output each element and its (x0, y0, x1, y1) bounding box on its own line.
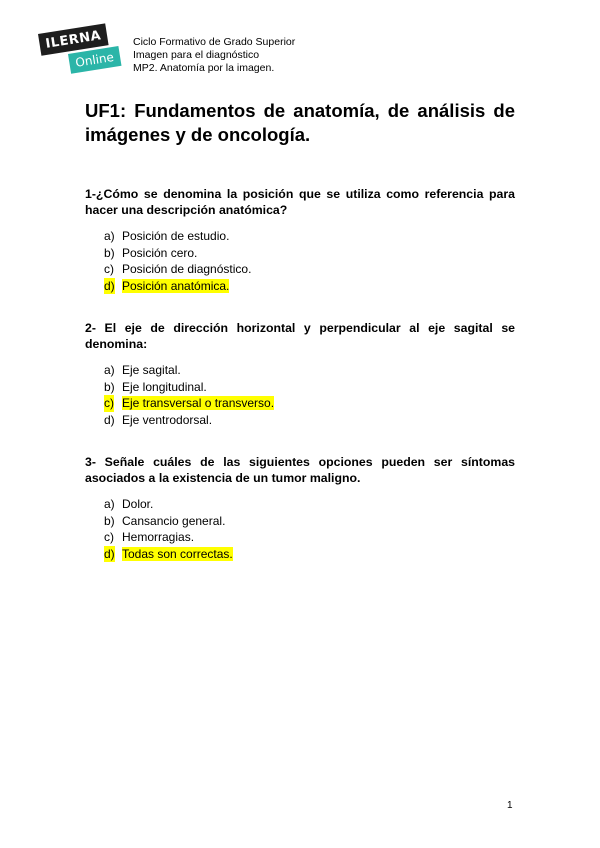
options-list (85, 496, 515, 562)
logo-ilerna-text: ILERNA (38, 23, 109, 55)
options-list (85, 228, 515, 294)
option-b (85, 513, 515, 530)
option-c (85, 529, 515, 546)
question-3 (85, 454, 515, 562)
option-text: Posición anatómica. (122, 278, 230, 293)
page-number: 1 (507, 800, 513, 811)
option-letter: b) (104, 513, 115, 528)
logo-online-text: Online (68, 46, 121, 74)
option-text: Eje transversal o transverso. (122, 396, 275, 410)
option-text: Eje ventrodorsal. (122, 412, 213, 427)
document-header (133, 36, 295, 75)
options-list (85, 362, 515, 428)
question-2 (85, 320, 515, 428)
option-text: Posición de diagnóstico. (122, 262, 252, 276)
option-c (85, 261, 515, 278)
option-letter: c) (104, 396, 114, 410)
option-text: Dolor. (122, 497, 154, 511)
option-text: Posición de estudio. (122, 229, 230, 243)
ilerna-online-logo (38, 28, 128, 78)
option-a (85, 228, 515, 245)
option-a (85, 362, 515, 379)
option-letter: a) (104, 497, 115, 511)
option-letter: d) (104, 412, 115, 427)
option-text: Posición cero. (122, 245, 198, 260)
option-text: Eje sagital. (122, 363, 181, 377)
option-letter: c) (104, 262, 114, 276)
option-letter: b) (104, 245, 115, 260)
option-text: Cansancio general. (122, 513, 226, 528)
option-letter: b) (104, 379, 115, 394)
question-text: 2- El eje de dirección horizontal y perpendicular al eje sagital se denomina: (85, 321, 515, 351)
option-text: Eje longitudinal. (122, 379, 207, 394)
question-text: 3- Señale cuáles de las siguientes opciones pueden ser síntomas asociados a la existencia de un tumor maligno. (85, 455, 515, 485)
option-letter: d) (104, 278, 115, 293)
option-a (85, 496, 515, 513)
question-1 (85, 186, 515, 294)
header-line-course: Ciclo Formativo de Grado Superior (133, 36, 296, 48)
option-d (85, 278, 515, 295)
page-title: UF1: Fundamentos de anatomía, de análisis de imágenes y de oncología. (85, 100, 515, 145)
option-d (85, 412, 515, 429)
option-letter: a) (104, 363, 115, 377)
option-b (85, 379, 515, 396)
header-line-subject: Imagen para el diagnóstico (133, 49, 260, 61)
option-text: Hemorragias. (122, 530, 195, 544)
option-letter: d) (104, 546, 115, 561)
option-c (85, 395, 515, 412)
option-d (85, 546, 515, 563)
option-letter: a) (104, 229, 115, 243)
question-text: 1-¿Cómo se denomina la posición que se utiliza como referencia para hacer una descripción anatómica? (85, 187, 515, 217)
option-b (85, 245, 515, 262)
header-line-module: MP2. Anatomía por la imagen. (133, 62, 275, 74)
option-text: Todas son correctas. (122, 546, 233, 561)
option-letter: c) (104, 530, 114, 544)
